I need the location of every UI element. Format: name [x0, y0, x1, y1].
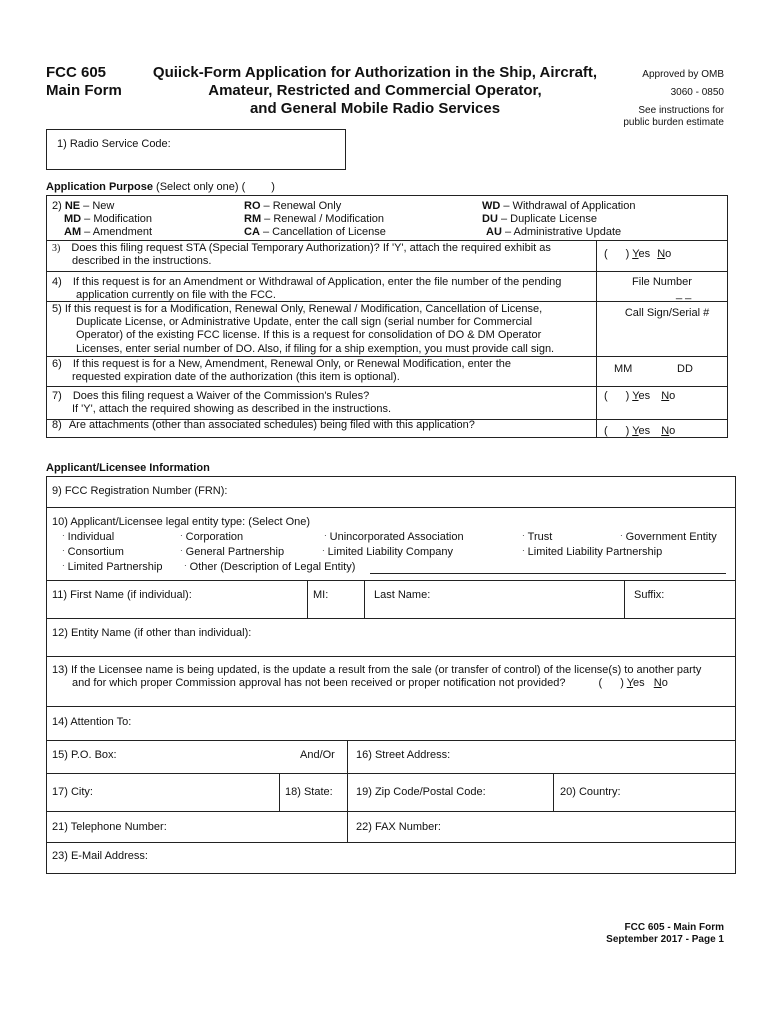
q3-yes[interactable]: Y [632, 248, 639, 260]
purpose-modification[interactable] [64, 213, 152, 226]
omb-line-2: 3060 - 0850 [670, 87, 724, 98]
email-field[interactable]: 23) E-Mail Address: [52, 850, 148, 862]
radio-dot-icon: · [62, 561, 65, 570]
q8-line-1: Are attachments (other than associated schedules) being filed with this application? [68, 419, 475, 431]
row-divider-3 [46, 271, 728, 272]
entity-government[interactable] [620, 531, 717, 544]
purpose-admin-update[interactable] [486, 226, 621, 239]
q7-yes[interactable]: Y [632, 390, 639, 402]
entity-other-label: Other (Description of Legal Entity) [189, 561, 356, 573]
entity-unincorporated-label: Unincorporated Association [329, 531, 464, 543]
q5-line-2: Duplicate License, or Administrative Update, enter the call sign (serial number for Commercial [76, 316, 533, 329]
row-divider-17 [46, 811, 736, 812]
purpose-admin-update-text: – Administrative Update [501, 226, 622, 238]
q5-line-1: 5) If this request is for a Modification, Renewal Only, Renewal / Modification, Cancellation of License, [52, 303, 543, 315]
country-field[interactable]: 20) Country: [560, 786, 621, 798]
purpose-withdrawal-text: – Withdrawal of Application [500, 200, 636, 212]
radio-dot-icon: · [62, 546, 65, 555]
attention-to-field[interactable]: 14) Attention To: [52, 716, 132, 728]
expiration-month[interactable]: MM [614, 363, 633, 375]
q6-number: 6) [52, 358, 62, 370]
footer-date-page: September 2017 - Page 1 [606, 934, 724, 945]
q7-yes-no[interactable] [604, 390, 675, 403]
application-purpose-heading [46, 181, 275, 194]
purpose-duplicate-code: DU [482, 213, 498, 225]
entity-other[interactable] [184, 561, 355, 574]
q3-no-rest: o [665, 248, 672, 260]
state-field[interactable]: 18) State: [285, 786, 333, 798]
purpose-amendment-text: – Amendment [81, 226, 153, 238]
omb-approval [600, 69, 724, 129]
form-id: FCC 605 [46, 64, 107, 81]
expiration-day[interactable]: DD [677, 363, 693, 375]
q4-line-2: application currently on file with the FCC. [76, 289, 276, 302]
entity-limited-partnership-label: Limited Partnership [67, 561, 163, 573]
q7-waiver-question [52, 390, 592, 416]
q13-yes[interactable]: Y [626, 677, 634, 690]
q4-file-number-question [52, 276, 592, 302]
entity-trust-label: Trust [527, 531, 553, 543]
q8-no-rest: o [669, 425, 676, 437]
entity-other-description-input[interactable] [370, 573, 726, 574]
q7-no-rest: o [669, 390, 676, 402]
purpose-renewal-modification-code: RM [244, 213, 262, 225]
entity-general-partnership-label: General Partnership [185, 546, 285, 558]
q3-line-1: Does this filing request STA (Special Temporary Authorization)? If 'Y', attach the required exhibit as [71, 242, 551, 254]
row-divider-12 [46, 656, 736, 657]
radio-dot-icon: · [620, 531, 623, 540]
q6-line-1: If this request is for a New, Amendment, Renewal Only, or Renewal Modification, enter the [72, 358, 512, 370]
q2-number: 2) [52, 200, 62, 212]
row-divider-21 [46, 842, 736, 843]
purpose-duplicate-text: – Duplicate License [497, 213, 597, 225]
po-box-field[interactable]: 15) P.O. Box: [52, 749, 117, 761]
q5-line-4: Licenses, enter serial number of DO. Also, if filing for a ship exemption, you must provide call sign. [76, 342, 555, 355]
entity-llc[interactable] [322, 546, 453, 559]
q3-number: 3) [52, 243, 61, 254]
entity-corporation[interactable] [180, 531, 243, 544]
q13-yes-no[interactable] [599, 677, 668, 689]
q13-line-1: 13) If the Licensee name is being updated, is the update a result from the sale (or transfer of control) of the license(s) to another party [52, 664, 702, 676]
purpose-admin-update-code: AU [486, 226, 502, 238]
answer-column-divider [596, 240, 597, 438]
form-title-line-3: and General Mobile Radio Services [249, 100, 501, 117]
file-number-label: File Number [632, 276, 692, 288]
q7-line-1: Does this filing request a Waiver of the Commission's Rules? [72, 390, 370, 402]
entity-consortium[interactable] [62, 546, 124, 559]
purpose-duplicate[interactable] [482, 213, 597, 226]
radio-dot-icon: · [322, 546, 325, 555]
radio-dot-icon: · [324, 531, 327, 540]
purpose-modification-text: – Modification [81, 213, 153, 225]
q7-no[interactable]: N [661, 390, 670, 402]
q6-expiration-question [52, 358, 592, 384]
fax-field[interactable]: 22) FAX Number: [356, 821, 441, 833]
radio-dot-icon: · [180, 546, 183, 555]
purpose-new-text: – New [80, 200, 115, 212]
radio-dot-icon: · [522, 531, 525, 540]
application-purpose-hint: (Select only one) ( [156, 181, 246, 193]
page-footer [560, 922, 724, 946]
q7-paren-open: ( [604, 390, 608, 402]
purpose-modification-code: MD [64, 213, 82, 225]
purpose-renewal-only-text: – Renewal Only [260, 200, 342, 212]
q8-no[interactable]: N [661, 425, 670, 437]
col-divider-zip [347, 773, 348, 811]
row-divider-13 [46, 706, 736, 707]
frn-label: 9) FCC Registration Number (FRN): [52, 485, 228, 497]
entity-government-label: Government Entity [625, 531, 717, 543]
q3-line-2: described in the instructions. [72, 255, 212, 268]
q13-paren-close: ) [620, 677, 624, 690]
q8-paren-close: ) [625, 425, 630, 437]
q13-no[interactable]: N [653, 677, 662, 690]
form-subtitle: Main Form [46, 82, 122, 99]
q5-line-3: Operator) of the existing FCC license. If this is a request for consolidation of DO & DM Operator [76, 329, 542, 342]
entity-consortium-label: Consortium [67, 546, 124, 558]
q8-yes[interactable]: Y [632, 425, 639, 437]
purpose-cancellation[interactable] [244, 226, 386, 239]
q4-line-1: If this request is for an Amendment or Withdrawal of Application, enter the file number of the pending [72, 276, 562, 288]
row-divider-11 [46, 618, 736, 619]
col-divider-fax [347, 811, 348, 842]
q8-attachments-question [52, 419, 475, 432]
q6-line-2: requested expiration date of the authorization (this item is optional). [72, 371, 400, 384]
q8-yes-rest: es [638, 425, 651, 437]
purpose-new[interactable] [52, 200, 114, 213]
purpose-amendment[interactable] [64, 226, 152, 239]
purpose-cancellation-code: CA [244, 226, 260, 238]
radio-dot-icon: · [522, 546, 525, 555]
radio-service-code-field[interactable] [46, 129, 346, 170]
q3-yes-rest: es [638, 248, 651, 260]
and-or-label: And/Or [300, 749, 335, 761]
first-name-field[interactable]: 11) First Name (if individual): [52, 589, 192, 601]
application-purpose-close: ) [271, 181, 275, 193]
q8-number: 8) [52, 419, 62, 431]
q7-number: 7) [52, 390, 62, 402]
q7-yes-rest: es [638, 390, 651, 402]
row-divider-10 [46, 580, 736, 581]
q3-sta-question [52, 242, 592, 268]
file-number-dashes[interactable]: _ _ [676, 288, 692, 300]
radio-service-code-label: 1) Radio Service Code: [57, 138, 171, 150]
omb-line-4: public burden estimate [623, 117, 724, 128]
entity-unincorporated[interactable] [324, 531, 464, 544]
row-divider-15 [46, 773, 736, 774]
frn-input[interactable] [250, 480, 730, 504]
col-divider-mi [307, 580, 308, 618]
q8-paren-open: ( [604, 425, 608, 437]
street-address-field[interactable]: 16) Street Address: [356, 749, 451, 761]
purpose-amendment-code: AM [64, 226, 82, 238]
footer-form-name: FCC 605 - Main Form [624, 922, 724, 933]
entity-general-partnership[interactable] [180, 546, 284, 559]
radio-dot-icon: · [62, 531, 65, 540]
entity-name-field[interactable]: 12) Entity Name (if other than individual): [52, 627, 252, 639]
q3-no[interactable]: N [657, 248, 666, 260]
entity-llp-label: Limited Liability Partnership [527, 546, 663, 558]
col-divider-last [364, 580, 365, 618]
purpose-new-code: NE [64, 200, 81, 212]
col-divider-state [279, 773, 280, 811]
entity-llc-label: Limited Liability Company [327, 546, 454, 558]
purpose-withdrawal[interactable] [482, 200, 635, 213]
purpose-withdrawal-code: WD [482, 200, 501, 212]
q3-yes-no[interactable] [604, 248, 671, 261]
purpose-renewal-only[interactable] [244, 200, 341, 213]
entity-individual[interactable] [62, 531, 114, 544]
q13-paren-open: ( [598, 677, 603, 690]
city-field[interactable]: 17) City: [52, 786, 93, 798]
q8-yes-no[interactable] [604, 425, 675, 438]
q13-yes-rest: es [633, 677, 645, 690]
q13-line-2: and for which proper Commission approval has not been received or proper notification not provided? [72, 677, 566, 690]
q3-paren-open: ( [604, 248, 608, 260]
q3-paren-close: ) [625, 248, 630, 260]
call-sign-label: Call Sign/Serial # [624, 307, 710, 319]
form-title-line-1: Quiick-Form Application for Authorization in the Ship, Aircraft, [152, 64, 598, 81]
last-name-field[interactable]: Last Name: [374, 589, 431, 601]
radio-dot-icon: · [184, 561, 187, 570]
row-divider-5 [46, 356, 728, 357]
row-divider-6 [46, 386, 728, 387]
col-divider-country [553, 773, 554, 811]
middle-initial-field[interactable]: MI: [313, 589, 329, 601]
q7-line-2: If 'Y', attach the required showing as described in the instructions. [72, 403, 392, 416]
omb-line-1: Approved by OMB [642, 69, 724, 80]
radio-dot-icon: · [180, 531, 183, 540]
omb-line-3: See instructions for [638, 105, 724, 116]
purpose-cancellation-text: – Cancellation of License [259, 226, 386, 238]
purpose-renewal-modification[interactable] [244, 213, 384, 226]
col-divider-suffix [624, 580, 625, 618]
suffix-field[interactable]: Suffix: [634, 589, 665, 601]
q4-number: 4) [52, 276, 62, 288]
q7-paren-close: ) [625, 390, 630, 402]
purpose-renewal-only-code: RO [244, 200, 261, 212]
q5-call-sign-question [52, 303, 592, 356]
q13-name-update-question [52, 664, 732, 690]
purpose-renewal-modification-text: – Renewal / Modification [261, 213, 385, 225]
entity-trust[interactable] [522, 531, 552, 544]
applicant-section-title: Applicant/Licensee Information [46, 462, 210, 474]
form-title [140, 64, 610, 118]
entity-llp[interactable] [522, 546, 662, 559]
entity-individual-label: Individual [67, 531, 115, 543]
form-title-line-2: Amateur, Restricted and Commercial Operator, [208, 82, 542, 99]
row-divider-14 [46, 740, 736, 741]
row-divider-2 [46, 240, 728, 241]
zip-code-field[interactable]: 19) Zip Code/Postal Code: [356, 786, 486, 798]
row-divider-9 [46, 507, 736, 508]
application-purpose-title: Application Purpose [46, 181, 153, 193]
col-divider-street [347, 740, 348, 773]
entity-type-label: 10) Applicant/Licensee legal entity type: (Select One) [52, 516, 311, 528]
entity-limited-partnership[interactable] [62, 561, 162, 574]
entity-corporation-label: Corporation [185, 531, 244, 543]
q13-no-rest: o [661, 677, 668, 690]
telephone-field[interactable]: 21) Telephone Number: [52, 821, 167, 833]
